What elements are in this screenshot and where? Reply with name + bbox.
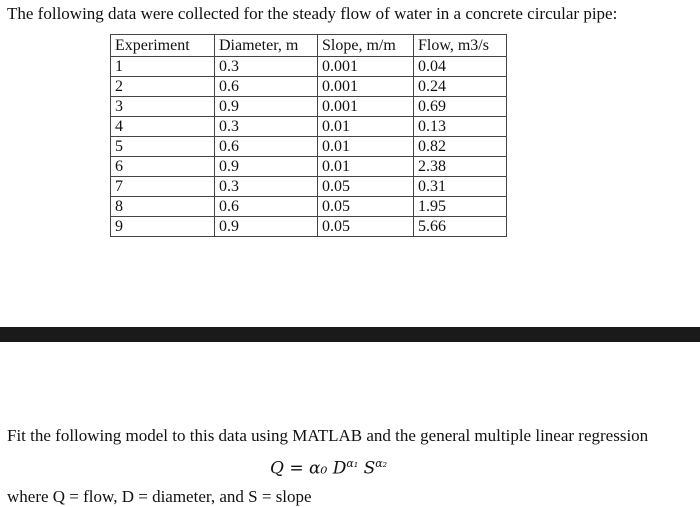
table-row [111, 197, 507, 217]
task-text: Fit the following model to this data using MATLAB and the general multiple linear regression [7, 426, 649, 445]
intro-text: The following data were collected for the steady flow of water in a concrete circular pipe: [7, 4, 618, 23]
cell-slope: 0.05 [318, 177, 414, 197]
cell-experiment: 4 [111, 117, 215, 137]
cell-slope: 0.01 [318, 117, 414, 137]
eq-d: D [332, 458, 347, 479]
table-row [111, 157, 507, 177]
header-experiment: Experiment [111, 35, 215, 57]
cell-flow: 0.13 [414, 117, 507, 137]
eq-coef: α₀ [309, 458, 328, 479]
model-equation [270, 457, 387, 479]
cell-experiment: 5 [111, 137, 215, 157]
cell-experiment: 3 [111, 97, 215, 117]
cell-slope: 0.01 [318, 137, 414, 157]
eq-lhs: Q [270, 458, 284, 479]
eq-equals: = [289, 458, 304, 479]
cell-slope: 0.001 [318, 57, 414, 77]
cell-experiment: 7 [111, 177, 215, 197]
cell-experiment: 2 [111, 77, 215, 97]
header-diameter: Diameter, m [215, 35, 318, 57]
cell-slope: 0.001 [318, 97, 414, 117]
cell-flow: 1.95 [414, 197, 507, 217]
cell-flow: 2.38 [414, 157, 507, 177]
cell-flow: 0.31 [414, 177, 507, 197]
cell-experiment: 8 [111, 197, 215, 217]
data-table [110, 34, 507, 237]
cell-flow: 5.66 [414, 217, 507, 237]
cell-experiment: 1 [111, 57, 215, 77]
cell-slope: 0.01 [318, 157, 414, 177]
cell-diameter: 0.9 [215, 157, 318, 177]
cell-experiment: 6 [111, 157, 215, 177]
cell-slope: 0.05 [318, 217, 414, 237]
header-flow: Flow, m3/s [414, 35, 507, 57]
header-slope: Slope, m/m [318, 35, 414, 57]
cell-experiment: 9 [111, 217, 215, 237]
cell-diameter: 0.3 [215, 177, 318, 197]
table-header-row [111, 35, 507, 57]
cell-diameter: 0.6 [215, 197, 318, 217]
table-row [111, 177, 507, 197]
cell-flow: 0.82 [414, 137, 507, 157]
cell-diameter: 0.3 [215, 57, 318, 77]
cell-slope: 0.05 [318, 197, 414, 217]
cell-diameter: 0.6 [215, 137, 318, 157]
cell-slope: 0.001 [318, 77, 414, 97]
eq-s: S [363, 458, 376, 479]
cell-flow: 0.69 [414, 97, 507, 117]
cell-flow: 0.04 [414, 57, 507, 77]
cell-diameter: 0.9 [215, 97, 318, 117]
table-row [111, 57, 507, 77]
divider-bar [0, 327, 700, 342]
eq-s-exp: α₂ [375, 457, 388, 470]
table-row [111, 117, 507, 137]
table-row [111, 137, 507, 157]
cell-diameter: 0.6 [215, 77, 318, 97]
table-row [111, 217, 507, 237]
cell-diameter: 0.3 [215, 117, 318, 137]
variable-definitions: where Q = flow, D = diameter, and S = slope [7, 487, 312, 506]
cell-diameter: 0.9 [215, 217, 318, 237]
cell-flow: 0.24 [414, 77, 507, 97]
eq-d-exp: α₁ [346, 457, 359, 470]
table-row [111, 77, 507, 97]
table-row [111, 97, 507, 117]
